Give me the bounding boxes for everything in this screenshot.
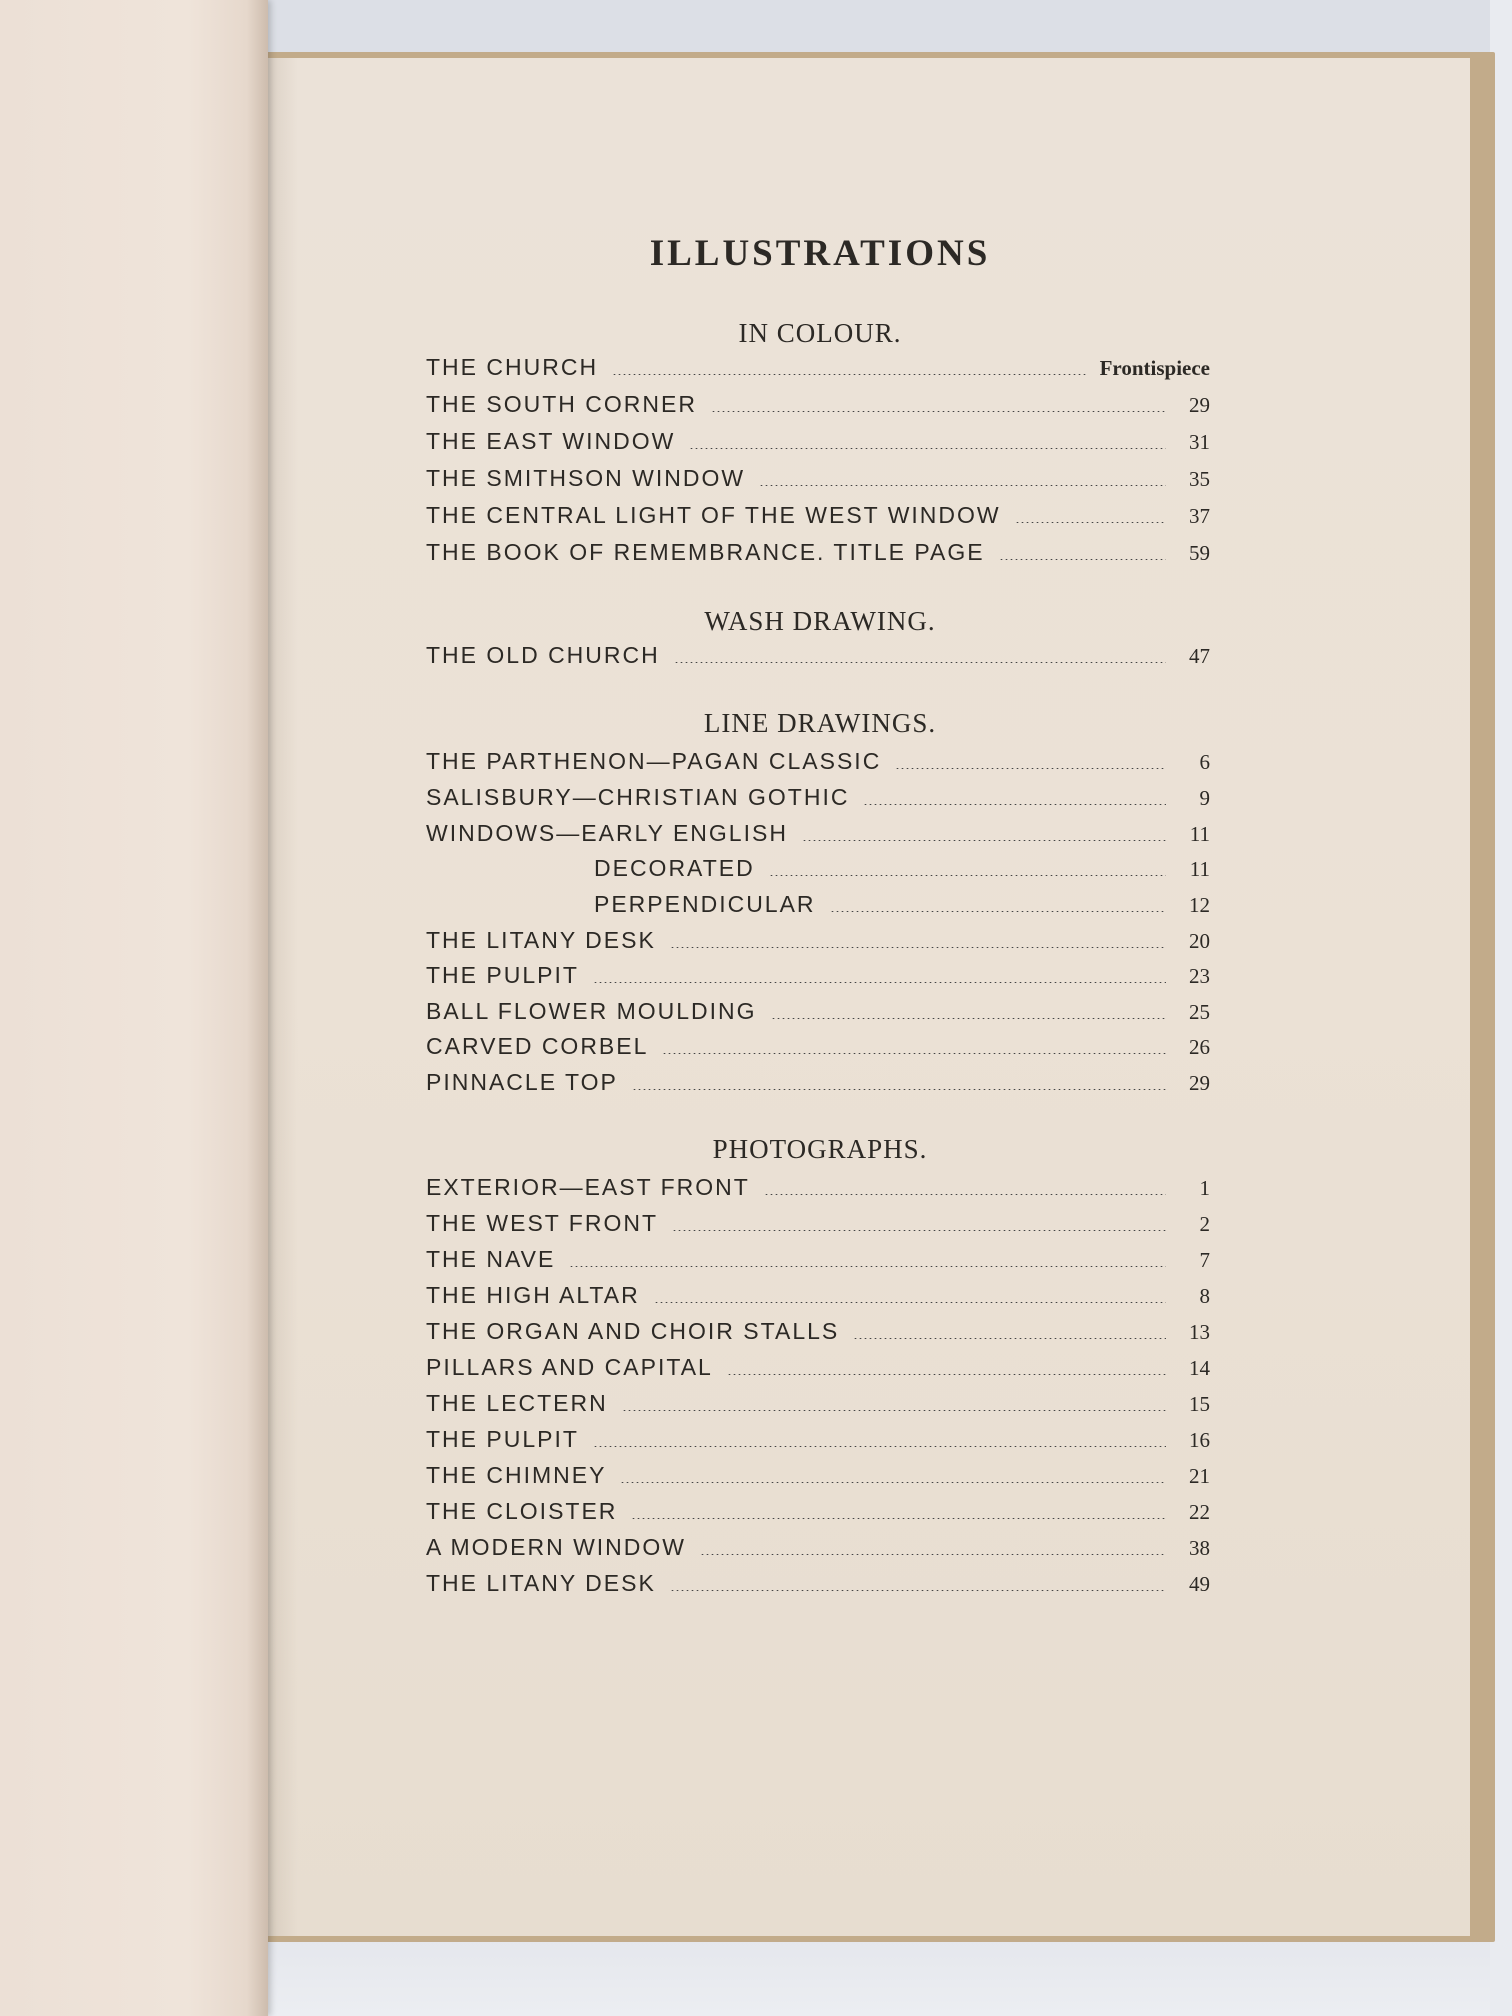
section-heading-photographs: PHOTOGRAPHS. [712, 1134, 928, 1164]
entry-label: THE LECTERN [426, 1390, 608, 1416]
list-item [426, 1390, 1210, 1424]
entry-page: 38 [1189, 1536, 1210, 1560]
dot-leader [670, 947, 1166, 948]
dot-leader [711, 411, 1166, 412]
entry-label: PINNACLE TOP [426, 1069, 618, 1095]
entry-label: PERPENDICULAR [594, 891, 816, 917]
list-item [426, 539, 1210, 573]
list-item [426, 1174, 1210, 1208]
dot-leader [593, 982, 1166, 983]
dot-leader [764, 1194, 1166, 1195]
entry-page: 21 [1189, 1464, 1210, 1488]
entry-label: CARVED CORBEL [426, 1033, 649, 1059]
dot-leader [895, 768, 1166, 769]
entry-label: A MODERN WINDOW [426, 1534, 686, 1560]
page-title: ILLUSTRATIONS [649, 233, 991, 274]
dot-leader [769, 875, 1166, 876]
list-item [426, 820, 1210, 854]
entry-label: THE CHIMNEY [426, 1462, 607, 1488]
list-item [426, 1570, 1210, 1604]
dot-leader [700, 1554, 1166, 1555]
dot-leader [830, 911, 1166, 912]
entry-page: 20 [1189, 929, 1210, 953]
list-item [426, 428, 1210, 462]
entry-page: 8 [1199, 1284, 1210, 1308]
list-item [426, 391, 1210, 425]
list-item [426, 502, 1210, 536]
list-item [426, 855, 1210, 889]
entry-label: THE HIGH ALTAR [426, 1282, 640, 1308]
entry-label: THE LITANY DESK [426, 1570, 656, 1596]
dot-leader [593, 1446, 1166, 1447]
entry-label: THE OLD CHURCH [426, 642, 660, 668]
list-item [426, 354, 1210, 388]
entry-label: THE CLOISTER [426, 1498, 618, 1524]
list-item [426, 1318, 1210, 1352]
entry-label: THE PARTHENON—PAGAN CLASSIC [426, 748, 882, 774]
entry-page: 11 [1189, 857, 1210, 881]
list-item [426, 465, 1210, 499]
entry-label: WINDOWS—EARLY ENGLISH [426, 820, 788, 846]
dot-leader [853, 1338, 1166, 1339]
entry-page: 22 [1189, 1500, 1210, 1524]
entry-page: 13 [1189, 1320, 1210, 1344]
entry-page: 23 [1189, 964, 1210, 988]
dot-leader [612, 374, 1086, 375]
entry-label: THE BOOK OF REMEMBRANCE. TITLE PAGE [426, 539, 985, 565]
list-item [426, 962, 1210, 996]
entry-page: 6 [1199, 750, 1210, 774]
list-item [426, 1534, 1210, 1568]
dot-leader [622, 1410, 1166, 1411]
list-item [426, 1210, 1210, 1244]
list-item [426, 1069, 1210, 1103]
entry-label: THE ORGAN AND CHOIR STALLS [426, 1318, 840, 1344]
dot-leader [662, 1053, 1166, 1054]
list-item [426, 927, 1210, 961]
entry-label: THE SOUTH CORNER [426, 391, 697, 417]
list-item [426, 1354, 1210, 1388]
dot-leader [620, 1482, 1166, 1483]
entry-page: 25 [1189, 1000, 1210, 1024]
dot-leader [802, 840, 1166, 841]
dot-leader [674, 662, 1166, 663]
entry-label: THE WEST FRONT [426, 1210, 659, 1236]
entry-label: THE EAST WINDOW [426, 428, 676, 454]
entry-page: 59 [1189, 541, 1210, 565]
dot-leader [999, 559, 1166, 560]
entry-page: 37 [1189, 504, 1210, 528]
dot-leader [771, 1018, 1166, 1019]
dot-leader [631, 1518, 1166, 1519]
entry-page: 9 [1199, 786, 1210, 810]
list-item [426, 1282, 1210, 1316]
list-item [426, 748, 1210, 782]
entry-label: THE LITANY DESK [426, 927, 656, 953]
entry-page: 31 [1189, 430, 1210, 454]
list-item [426, 891, 1210, 925]
dot-leader [1015, 522, 1166, 523]
entry-page: 49 [1189, 1572, 1210, 1596]
entry-label: THE CHURCH [426, 354, 599, 380]
list-item [426, 642, 1210, 676]
entry-page: 29 [1189, 1071, 1210, 1095]
section-heading-line-drawings: LINE DRAWINGS. [703, 708, 937, 738]
entry-label: THE PULPIT [426, 962, 579, 988]
entry-page: 29 [1189, 393, 1210, 417]
dot-leader [863, 804, 1166, 805]
section-heading-in-colour: IN COLOUR. [738, 318, 902, 348]
entry-page: 47 [1189, 644, 1210, 668]
dot-leader [727, 1374, 1166, 1375]
entry-label: PILLARS AND CAPITAL [426, 1354, 713, 1380]
entry-page: 1 [1199, 1176, 1210, 1200]
entry-page: 12 [1189, 893, 1210, 917]
list-item [426, 1462, 1210, 1496]
entry-label: EXTERIOR—EAST FRONT [426, 1174, 750, 1200]
list-item [426, 1426, 1210, 1460]
dot-leader [670, 1590, 1166, 1591]
list-item [426, 1246, 1210, 1280]
entry-page: 7 [1199, 1248, 1210, 1272]
dot-leader [689, 448, 1166, 449]
entry-page: 35 [1189, 467, 1210, 491]
list-item [426, 1498, 1210, 1532]
dot-leader [672, 1230, 1166, 1231]
list-item [426, 784, 1210, 818]
entry-label: THE NAVE [426, 1246, 556, 1272]
dot-leader [654, 1302, 1166, 1303]
list-item [426, 1033, 1210, 1067]
entry-page: 26 [1189, 1035, 1210, 1059]
entry-page: 2 [1199, 1212, 1210, 1236]
list-item [426, 998, 1210, 1032]
entry-label: THE SMITHSON WINDOW [426, 465, 746, 491]
entry-label: DECORATED [594, 855, 755, 881]
entry-label: BALL FLOWER MOULDING [426, 998, 757, 1024]
entry-label: THE CENTRAL LIGHT OF THE WEST WINDOW [426, 502, 1001, 528]
entry-page: Frontispiece [1099, 356, 1210, 380]
entry-page: 14 [1189, 1356, 1210, 1380]
entry-page: 11 [1189, 822, 1210, 846]
entry-page: 15 [1189, 1392, 1210, 1416]
dot-leader [569, 1266, 1166, 1267]
entry-page: 16 [1189, 1428, 1210, 1452]
section-heading-wash-drawing: WASH DRAWING. [704, 606, 936, 636]
entry-label: THE PULPIT [426, 1426, 579, 1452]
entry-label: SALISBURY—CHRISTIAN GOTHIC [426, 784, 850, 810]
dot-leader [632, 1089, 1166, 1090]
dot-leader [759, 485, 1166, 486]
